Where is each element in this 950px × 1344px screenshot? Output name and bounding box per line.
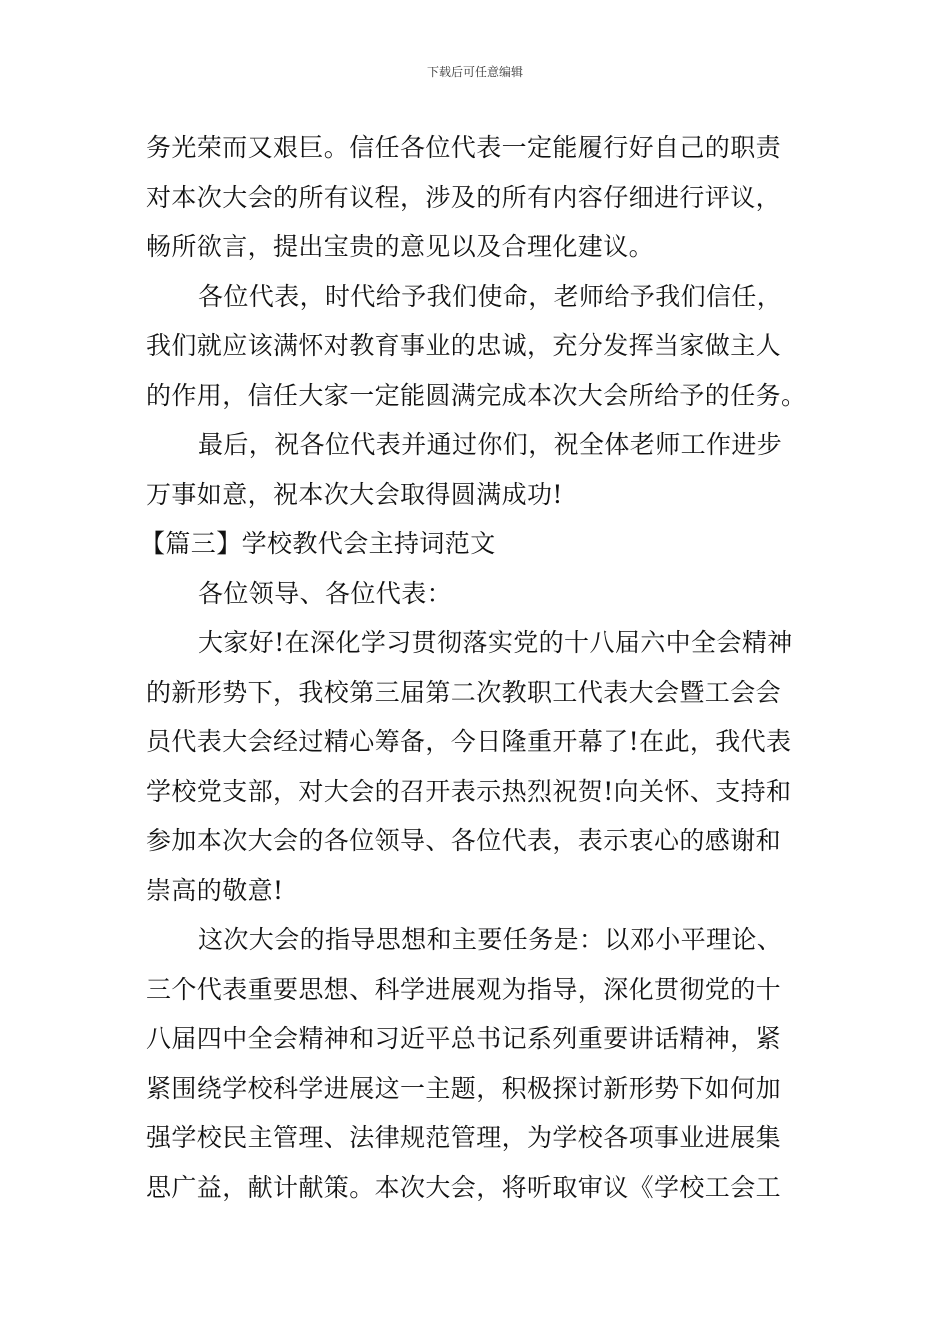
section-heading: 【篇三】学校教代会主持词范文	[140, 529, 496, 558]
text-line: 的作用，信任大家一定能圆满完成本次大会所给予的任务。	[146, 380, 807, 410]
text-line: 参加本次大会的各位领导、各位代表，表示衷心的感谢和	[146, 826, 782, 855]
text-line: 最后，祝各位代表并通过你们，祝全体老师工作进步	[198, 430, 783, 459]
text-line: 的新形势下，我校第三届第二次教职工代表大会暨工会会	[146, 677, 782, 707]
text-line: 八届四中全会精神和习近平总书记系列重要讲话精神，紧	[146, 1024, 782, 1053]
text-line: 学校党支部，对大会的召开表示热烈祝贺!向关怀、支持和	[146, 776, 792, 806]
text-line: 三个代表重要思想、科学进展观为指导，深化贯彻党的十	[146, 974, 782, 1004]
text-line: 思广益，献计献策。本次大会，将听取审议《学校工会工	[146, 1172, 782, 1202]
text-line: 这次大会的指导思想和主要任务是：以邓小平理论、	[198, 925, 783, 954]
text-line: 各位领导、各位代表：	[198, 578, 453, 608]
document-body	[140, 123, 811, 1212]
text-line: 我们就应该满怀对教育事业的忠诚，充分发挥当家做主人	[146, 331, 782, 360]
text-line: 强学校民主管理、法律规范管理，为学校各项事业进展集	[146, 1123, 782, 1152]
text-line: 员代表大会经过精心筹备，今日隆重开幕了!在此，我代表	[146, 727, 792, 756]
text-line: 畅所欲言，提出宝贵的意见以及合理化建议。	[146, 232, 655, 261]
text-line: 崇高的敬意!	[146, 875, 284, 905]
text-line: 万事如意，祝本次大会取得圆满成功!	[146, 479, 563, 509]
text-line: 大家好!在深化学习贯彻落实党的十八届六中全会精神	[198, 628, 793, 657]
text-line: 务光荣而又艰巨。信任各位代表一定能履行好自己的职责	[146, 133, 782, 162]
text-line: 对本次大会的所有议程，涉及的所有内容仔细进行评议，	[146, 182, 782, 212]
text-line: 紧围绕学校科学进展这一主题，积极探讨新形势下如何加	[146, 1073, 782, 1103]
page-header: 下载后可任意编辑	[426, 65, 523, 79]
text-line: 各位代表，时代给予我们使命，老师给予我们信任，	[198, 281, 783, 311]
